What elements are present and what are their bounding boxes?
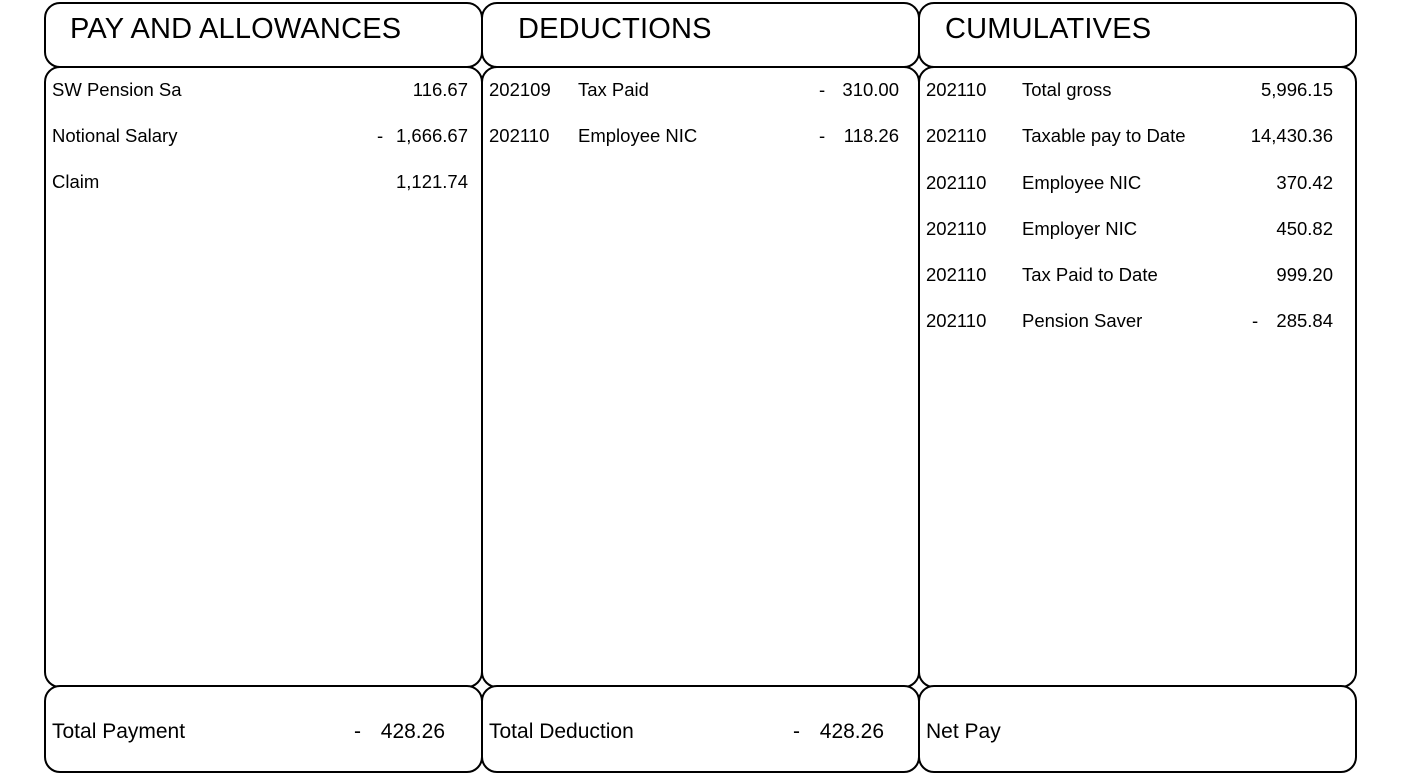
total-payment-sign: - [354,720,361,743]
total-deduction-sign: - [793,720,800,743]
deduction-row-sign: - [819,125,826,146]
cumulative-row-label: Taxable pay to Date [1022,125,1186,146]
cumulative-row-amount: 370.42 [1276,172,1333,193]
cumulative-row-label: Employee NIC [1022,172,1142,193]
cumulative-row-period: 202110 [926,218,987,239]
total-payment-amount: 428.26 [380,720,445,743]
total-payment-label: Total Payment [52,720,186,743]
net-pay-box [918,685,1357,773]
deductions-header [481,2,920,68]
total-deduction-amount: 428.26 [819,720,884,743]
deductions-title: DEDUCTIONS [518,13,712,45]
deduction-row [483,125,918,149]
pay-row [46,79,481,103]
pay-row-label: Notional Salary [52,125,178,146]
pay-row [46,125,481,149]
cumulative-row [920,264,1355,288]
total-payment-box [44,685,483,773]
cumulative-row-label: Tax Paid to Date [1022,264,1158,285]
cumulative-row [920,79,1355,103]
cumulative-row [920,172,1355,196]
pay-allowances-header [44,2,483,68]
pay-row-amount: 1,666.67 [395,125,468,146]
deduction-row-period: 202109 [489,79,551,100]
cumulative-row-period: 202110 [926,172,987,193]
pay-allowances-title: PAY AND ALLOWANCES [70,13,402,45]
cumulatives-title: CUMULATIVES [945,13,1152,45]
pay-row-label: Claim [52,171,100,192]
cumulative-row-label: Total gross [1022,79,1112,100]
deduction-row-label: Tax Paid [578,79,649,100]
deduction-row-label: Employee NIC [578,125,698,146]
pay-row [46,171,481,195]
total-deduction-label: Total Deduction [489,720,634,743]
net-pay-label: Net Pay [926,720,1001,743]
pay-row-sign: - [377,125,384,146]
cumulative-row-amount: 999.20 [1276,264,1333,285]
cumulative-row-period: 202110 [926,125,987,146]
cumulative-row [920,218,1355,242]
pay-allowances-panel [44,66,483,688]
deductions-panel [481,66,920,688]
total-deduction-box [481,685,920,773]
cumulative-row-amount: 285.84 [1276,310,1333,331]
deduction-row-amount: 310.00 [842,79,899,100]
cumulative-row-amount: 5,996.15 [1260,79,1333,100]
pay-row-amount: 116.67 [412,79,468,100]
cumulative-row-label: Pension Saver [1022,310,1143,331]
cumulatives-header [918,2,1357,68]
deduction-row-amount: 118.26 [843,125,899,146]
cumulative-row-label: Employer NIC [1022,218,1138,239]
cumulative-row-sign: - [1252,310,1259,331]
deduction-row [483,79,918,103]
cumulative-row [920,125,1355,149]
cumulative-row-amount: 450.82 [1276,218,1333,239]
cumulative-row-period: 202110 [926,310,987,331]
pay-row-amount: 1,121.74 [395,171,468,192]
cumulatives-panel [918,66,1357,688]
deduction-row-sign: - [819,79,826,100]
cumulative-row-period: 202110 [926,264,987,285]
cumulative-row-amount: 14,430.36 [1250,125,1333,146]
deduction-row-period: 202110 [489,125,550,146]
cumulative-row-period: 202110 [926,79,987,100]
pay-row-label: SW Pension Sa [52,79,182,100]
cumulative-row [920,310,1355,334]
